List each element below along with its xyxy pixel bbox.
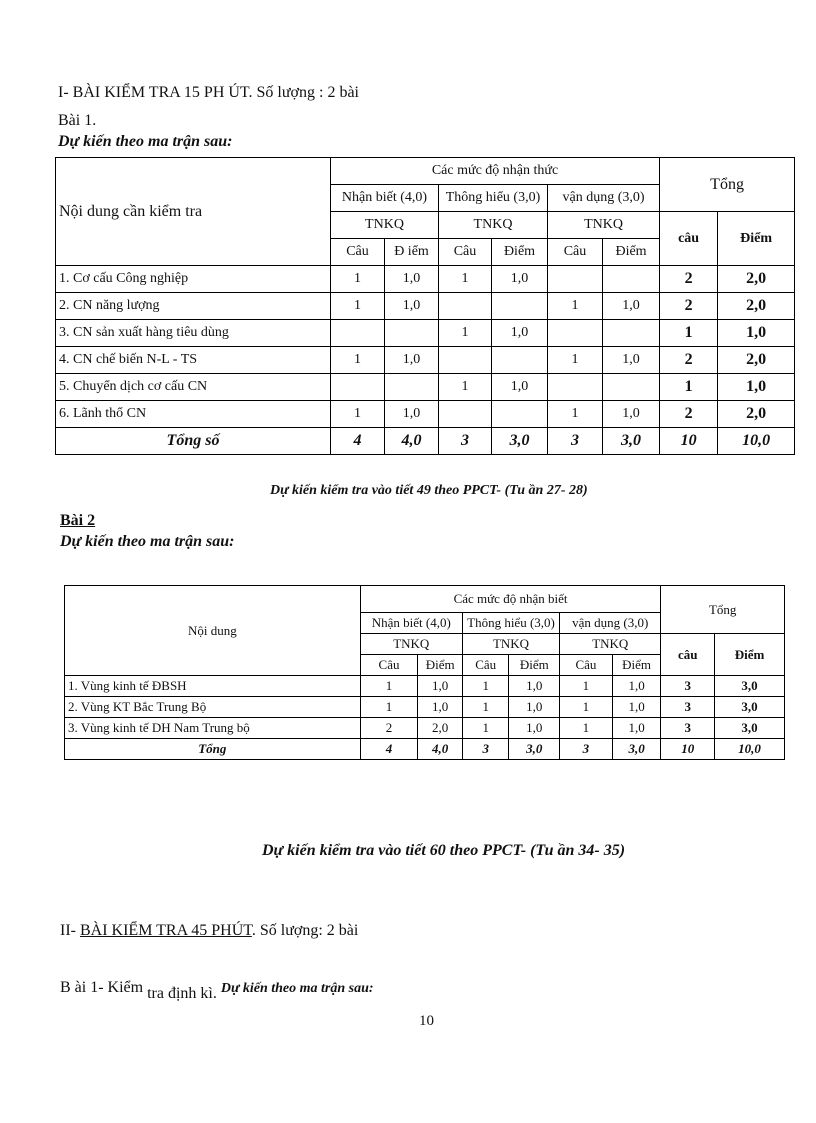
total-label-cell: Tổng số	[56, 428, 331, 455]
value-cell	[439, 347, 492, 374]
section2-bai1-b: tra định kì.	[147, 985, 217, 1002]
table2-body	[65, 676, 785, 760]
total-value-cell: 10	[660, 428, 718, 455]
total-value-cell: 4	[360, 739, 418, 760]
row-label-cell: 3. Vùng kinh tế DH Nam Trung bộ	[65, 718, 361, 739]
value-cell: 1	[660, 374, 718, 401]
level2-header: Thông hiểu (3,0)	[462, 613, 559, 634]
total-value-cell: 3	[560, 739, 613, 760]
row-label-cell: 4. CN chế biến N-L - TS	[56, 347, 331, 374]
value-cell: 2	[660, 266, 718, 293]
section2-heading	[60, 922, 358, 940]
total-value-cell: 10	[661, 739, 715, 760]
total-value-cell: 4,0	[418, 739, 463, 760]
row-label-cell: 1. Vùng kinh tế ĐBSH	[65, 676, 361, 697]
value-cell: 1	[331, 293, 385, 320]
value-cell: 1,0	[509, 718, 560, 739]
value-cell: 2	[660, 347, 718, 374]
value-cell: 1	[331, 347, 385, 374]
total-row	[56, 428, 795, 455]
value-cell: 1	[439, 266, 492, 293]
cau-header: Câu	[560, 655, 613, 676]
total-cau-header: câu	[661, 634, 715, 676]
cau-header: Câu	[331, 239, 385, 266]
section2-bai1-c: Dự kiến theo ma trận sau:	[220, 981, 374, 996]
value-cell: 2,0	[718, 401, 795, 428]
value-cell	[603, 374, 660, 401]
value-cell: 1,0	[603, 293, 660, 320]
value-cell: 1	[560, 697, 613, 718]
value-cell: 2	[360, 718, 418, 739]
value-cell	[439, 293, 492, 320]
total-value-cell: 3,0	[509, 739, 560, 760]
table-row	[65, 718, 785, 739]
value-cell: 2	[660, 401, 718, 428]
total-header: Tổng	[660, 158, 795, 212]
row-label-cell: 2. Vùng KT Bắc Trung Bộ	[65, 697, 361, 718]
table1-note: Dự kiến kiểm tra vào tiết 49 theo PPCT- (Tu ần 27- 28)	[270, 483, 588, 498]
page-number: 10	[419, 1013, 434, 1029]
tnkq-header: TNKQ	[548, 212, 660, 239]
level1-header: Nhận biết (4,0)	[331, 185, 439, 212]
total-value-cell: 10,0	[715, 739, 785, 760]
value-cell: 3	[661, 718, 715, 739]
value-cell: 3	[661, 676, 715, 697]
table-row	[65, 676, 785, 697]
value-cell	[548, 320, 603, 347]
value-cell: 1,0	[509, 697, 560, 718]
value-cell: 1,0	[509, 676, 560, 697]
table2-note: Dự kiến kiểm tra vào tiết 60 theo PPCT- (Tu ần 34- 35)	[262, 842, 626, 859]
value-cell: 1	[360, 697, 418, 718]
value-cell: 1,0	[612, 676, 661, 697]
bai2-label: Bài 2	[60, 512, 96, 529]
value-cell: 1	[660, 320, 718, 347]
value-cell: 1	[439, 320, 492, 347]
value-cell: 3,0	[715, 718, 785, 739]
total-value-cell: 4,0	[385, 428, 439, 455]
matrix-table-2	[64, 585, 785, 760]
value-cell: 1	[331, 266, 385, 293]
diem-header: Đ iểm	[385, 239, 439, 266]
total-value-cell: 3	[462, 739, 509, 760]
value-cell: 1	[360, 676, 418, 697]
cau-header: Câu	[548, 239, 603, 266]
total-value-cell: 3	[548, 428, 603, 455]
levels-header: Các mức độ nhận biết	[360, 586, 661, 613]
diem-header: Điểm	[418, 655, 463, 676]
total-value-cell: 3,0	[492, 428, 548, 455]
level3-header: vận dụng (3,0)	[548, 185, 660, 212]
tnkq-header: TNKQ	[462, 634, 559, 655]
value-cell: 1,0	[612, 718, 661, 739]
value-cell: 1	[462, 718, 509, 739]
value-cell: 2,0	[418, 718, 463, 739]
value-cell	[385, 374, 439, 401]
table-row	[56, 347, 795, 374]
value-cell: 2	[660, 293, 718, 320]
content-column-header: Nội dung cần kiểm tra	[56, 158, 331, 266]
value-cell	[603, 320, 660, 347]
value-cell: 1,0	[492, 266, 548, 293]
table1-body	[56, 266, 795, 455]
total-row	[65, 739, 785, 760]
section2-heading-underlined: BÀI KIỂM TRA 45 PHÚT	[79, 922, 252, 939]
value-cell: 1	[462, 676, 509, 697]
total-header: Tổng	[661, 586, 785, 634]
table-row	[56, 266, 795, 293]
tnkq-header: TNKQ	[331, 212, 439, 239]
value-cell: 1,0	[385, 266, 439, 293]
table-row	[56, 320, 795, 347]
total-cau-header: câu	[660, 212, 718, 266]
value-cell: 3,0	[715, 676, 785, 697]
value-cell	[385, 320, 439, 347]
tnkq-header: TNKQ	[439, 212, 548, 239]
value-cell: 1,0	[603, 401, 660, 428]
level3-header: vận dụng (3,0)	[560, 613, 661, 634]
section2-heading-rest: . Số lượng: 2 bài	[251, 922, 359, 939]
value-cell: 1,0	[418, 676, 463, 697]
total-value-cell: 3,0	[603, 428, 660, 455]
total-diem-header: Điểm	[718, 212, 795, 266]
value-cell	[548, 266, 603, 293]
value-cell	[439, 401, 492, 428]
total-value-cell: 4	[331, 428, 385, 455]
value-cell: 1,0	[612, 697, 661, 718]
matrix-table-1	[55, 157, 795, 455]
value-cell: 1,0	[385, 401, 439, 428]
tnkq-header: TNKQ	[360, 634, 462, 655]
levels-header: Các mức độ nhận thức	[331, 158, 660, 185]
content-column-header: Nội dung	[65, 586, 361, 676]
level1-header: Nhận biết (4,0)	[360, 613, 462, 634]
section2-prefix: II-	[60, 922, 80, 939]
section2-bai1-a: B ài 1- Kiểm	[60, 979, 144, 996]
table-row	[56, 374, 795, 401]
tnkq-header: TNKQ	[560, 634, 661, 655]
value-cell	[492, 347, 548, 374]
value-cell: 1,0	[718, 320, 795, 347]
value-cell: 2,0	[718, 266, 795, 293]
total-diem-header: Điểm	[715, 634, 785, 676]
bai2-subtitle: Dự kiến theo ma trận sau:	[60, 533, 235, 550]
value-cell: 1,0	[603, 347, 660, 374]
value-cell: 1,0	[492, 320, 548, 347]
table-row	[56, 293, 795, 320]
value-cell: 1	[331, 401, 385, 428]
total-value-cell: 10,0	[718, 428, 795, 455]
section2-bai1	[60, 979, 374, 1002]
bai1-label: Bài 1.	[58, 112, 97, 129]
value-cell: 1,0	[492, 374, 548, 401]
bai1-subtitle: Dự kiến theo ma trận sau:	[58, 133, 233, 150]
row-label-cell: 3. CN sản xuất hàng tiêu dùng	[56, 320, 331, 347]
value-cell	[548, 374, 603, 401]
value-cell: 1,0	[385, 293, 439, 320]
diem-header: Điểm	[509, 655, 560, 676]
value-cell: 1	[462, 697, 509, 718]
value-cell: 1	[548, 347, 603, 374]
value-cell: 2,0	[718, 347, 795, 374]
value-cell: 1	[548, 401, 603, 428]
section1-heading: I- BÀI KIỂM TRA 15 PH ÚT. Số lượng : 2 bài	[58, 84, 359, 101]
value-cell: 2,0	[718, 293, 795, 320]
row-label-cell: 5. Chuyển dịch cơ cấu CN	[56, 374, 331, 401]
total-value-cell: 3	[439, 428, 492, 455]
value-cell: 1	[560, 676, 613, 697]
value-cell: 1	[560, 718, 613, 739]
level2-header: Thông hiểu (3,0)	[439, 185, 548, 212]
value-cell: 1	[439, 374, 492, 401]
total-label-cell: Tổng	[65, 739, 361, 760]
value-cell	[331, 320, 385, 347]
total-value-cell: 3,0	[612, 739, 661, 760]
row-label-cell: 2. CN năng lượng	[56, 293, 331, 320]
diem-header: Điểm	[603, 239, 660, 266]
table-row	[56, 401, 795, 428]
value-cell: 1	[548, 293, 603, 320]
value-cell: 3,0	[715, 697, 785, 718]
cau-header: Câu	[439, 239, 492, 266]
value-cell: 1,0	[418, 697, 463, 718]
value-cell: 1,0	[385, 347, 439, 374]
table-row	[65, 697, 785, 718]
value-cell	[603, 266, 660, 293]
value-cell: 3	[661, 697, 715, 718]
diem-header: Điểm	[612, 655, 661, 676]
value-cell	[331, 374, 385, 401]
diem-header: Điểm	[492, 239, 548, 266]
cau-header: Câu	[462, 655, 509, 676]
cau-header: Câu	[360, 655, 418, 676]
row-label-cell: 1. Cơ cấu Công nghiệp	[56, 266, 331, 293]
value-cell	[492, 293, 548, 320]
row-label-cell: 6. Lãnh thổ CN	[56, 401, 331, 428]
value-cell	[492, 401, 548, 428]
value-cell: 1,0	[718, 374, 795, 401]
